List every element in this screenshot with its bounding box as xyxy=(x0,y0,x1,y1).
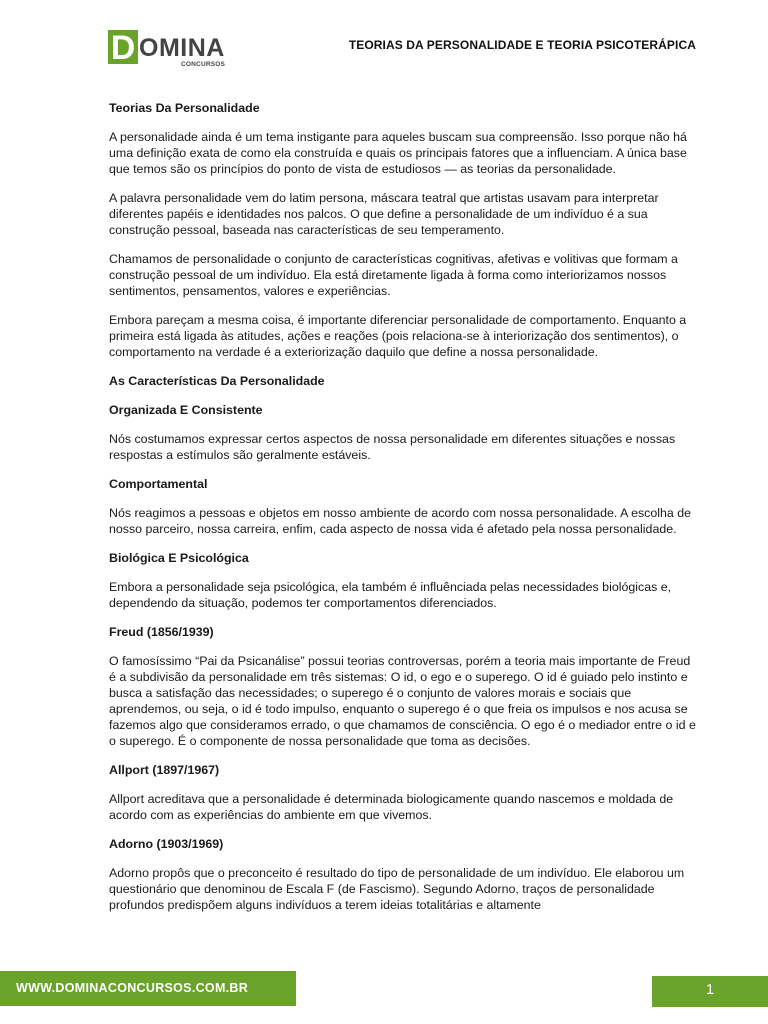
logo-wordmark: OMINA xyxy=(139,34,225,62)
paragraph: Nós costumamos expressar certos aspectos de nossa personalidade em diferentes situações e nossas respostas a estímulos são geralmente estáveis. xyxy=(109,432,676,462)
section-heading: Comportamental xyxy=(109,477,208,491)
paragraph: Chamamos de personalidade o conjunto de características cognitivas, afetivas e volitivas que formam a construção pessoal de um indivíduo. Ela está diretamente ligada à forma como interiorizamos nossos sentimentos, pensamentos, valores e experiências. xyxy=(109,252,678,298)
paragraph: O famosíssimo “Pai da Psicanálise” possui teorias controversas, porém a teoria mais importante de Freud é a subdivisão da personalidade em três sistemas: O id, o ego e o superego. O id é guiado pelo instinto e busca a satisfação das necessidades; o superego é o conjunto de valores morais e sociais que aprendemos, ou seja, o id é todo impulso, enquanto o superego é o que freia os impulsos e nos acusa se fazemos algo que consideramos errado, o que chamamos de consciência. O ego é o mediador entre o id e o superego. É o componente de nossa personalidade que toma as decisões. xyxy=(109,654,696,748)
section-heading: Biológica E Psicológica xyxy=(109,551,249,565)
logo-letter: D xyxy=(108,30,138,64)
page-number: 1 xyxy=(705,981,715,998)
paragraph: Allport acreditava que a personalidade é determinada biologicamente quando nascemos e moldada de acordo com as experiências do ambiente em que vivemos. xyxy=(109,792,674,822)
footer-url-bar xyxy=(0,971,296,1006)
logo-subtitle: CONCURSOS xyxy=(181,61,226,68)
section-heading: As Características Da Personalidade xyxy=(109,374,325,388)
paragraph: Nós reagimos a pessoas e objetos em nosso ambiente de acordo com nossa personalidade. A escolha de nosso parceiro, nossa carreira, enfim, cada aspecto de nossa vida é afetado pela nossa personalidade. xyxy=(109,506,692,536)
document-body xyxy=(109,100,699,913)
section-heading: Freud (1856/1939) xyxy=(109,625,214,639)
section-heading: Teorias Da Personalidade xyxy=(109,101,260,115)
paragraph: Embora pareçam a mesma coisa, é importante diferenciar personalidade de comportamento. Enquanto a primeira está ligada às atitudes, ações e reações (pois relaciona-se à interiorização dos sentimentos), o comportamento na verdade é a exteriorização daquilo que define a nossa personalidade. xyxy=(109,313,687,359)
domina-logo xyxy=(108,30,233,70)
paragraph: Embora a personalidade seja psicológica, ela também é influênciada pelas necessidades biológicas e, dependendo da situação, podemos ter comportamentos diferenciados. xyxy=(109,580,672,610)
document-title: TEORIAS DA PERSONALIDADE E TEORIA PSICOTERÁPICA xyxy=(348,38,696,52)
section-heading: Adorno (1903/1969) xyxy=(109,837,224,851)
paragraph: A personalidade ainda é um tema instigante para aqueles buscam sua compreensão. Isso porque não há uma definição exata de como ela construída e quais os principais fatores que a influenciam. A única base que temos são os princípios do ponto de vista de estudiosos — as teorias da personalidade. xyxy=(109,130,687,176)
paragraph: A palavra personalidade vem do latim persona, máscara teatral que artistas usavam para interpretar diferentes papéis e identidades nos palcos. O que define a personalidade de um indivíduo é a sua construção pessoal, baseada nas características de seu temperamento. xyxy=(109,191,659,237)
page-header xyxy=(0,0,768,80)
section-heading: Organizada E Consistente xyxy=(109,403,263,417)
footer-page-box xyxy=(652,976,768,1007)
footer-website-link[interactable]: WWW.DOMINACONCURSOS.COM.BR xyxy=(16,981,249,995)
paragraph: Adorno propôs que o preconceito é resultado do tipo de personalidade de um indivíduo. Ele elaborou um questionário que denominou de Escala F (de Fascismo). Segundo Adorno, traços de personalidade profundos predispõem alguns indivíduos a terem ideias totalitárias e altamente xyxy=(109,866,685,912)
section-heading: Allport (1897/1967) xyxy=(109,763,220,777)
